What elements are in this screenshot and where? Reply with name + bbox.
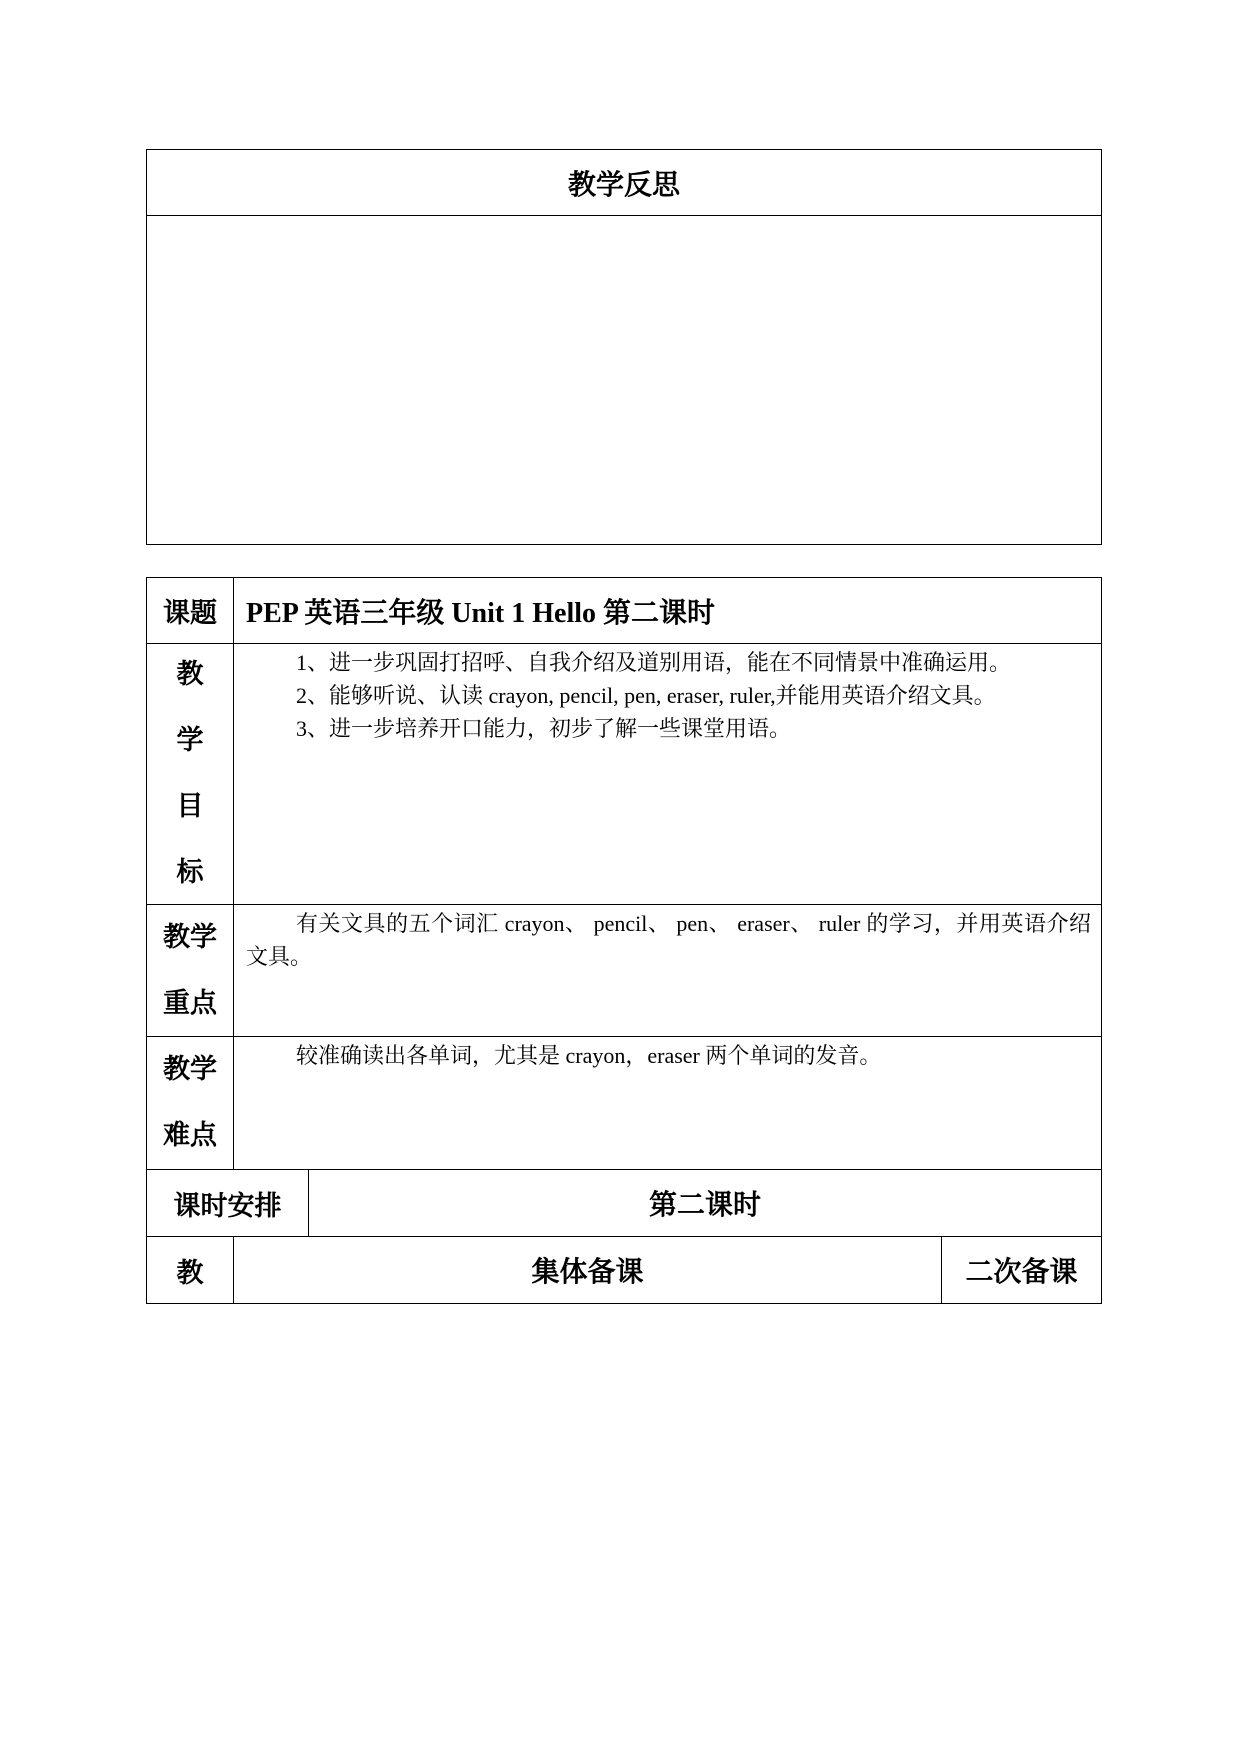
difficulties-cell <box>234 1037 1101 1169</box>
key-points-cell <box>234 905 1101 1036</box>
difficulties-text: 较准确读出各单词，尤其是 crayon，eraser 两个单词的发音。 <box>296 1043 882 1068</box>
difficulties-label-line: 难点 <box>163 1120 217 1151</box>
preparation-row <box>147 1237 1101 1303</box>
topic-cell <box>234 578 1101 643</box>
reflection-header: 教学反思 <box>147 150 1101 216</box>
objective-item: 1、进一步巩固打招呼、自我介绍及道别用语，能在不同情景中准确运用。 <box>296 650 1012 675</box>
objective-item: 2、能够听说、认读 crayon, pencil, pen, eraser, ruler,并能用英语介绍文具。 <box>296 683 996 708</box>
schedule-label: 课时安排 <box>147 1170 309 1236</box>
objectives-label-char: 标 <box>176 857 204 888</box>
objective-item: 3、进一步培养开口能力，初步了解一些课堂用语。 <box>296 716 792 741</box>
key-points-text: 有关文具的五个词汇 crayon、 pencil、 pen、 eraser、 ruler 的学习，并用英语介绍文具。 <box>246 911 1091 969</box>
objectives-label-char: 教 <box>176 659 204 690</box>
topic-label: 课题 <box>147 578 234 643</box>
key-points-row <box>147 905 1101 1037</box>
objectives-label-char: 学 <box>176 725 204 756</box>
difficulties-label-line: 教学 <box>163 1054 217 1085</box>
preparation-label: 教 <box>147 1237 234 1303</box>
objectives-label-char: 目 <box>176 791 204 822</box>
objectives-label <box>147 644 234 904</box>
schedule-row <box>147 1170 1101 1237</box>
objectives-cell <box>234 644 1101 904</box>
topic-row <box>147 578 1101 644</box>
difficulties-row <box>147 1037 1101 1170</box>
key-points-label-line: 重点 <box>163 987 217 1019</box>
topic-text: PEP 英语三年级 Unit 1 Hello 第二课时 <box>246 597 716 629</box>
objectives-row <box>147 644 1101 905</box>
lesson-plan-table <box>146 577 1102 1304</box>
key-points-label-line: 教学 <box>163 921 217 953</box>
group-preparation-header: 集体备课 <box>234 1237 942 1303</box>
key-points-label <box>147 905 234 1036</box>
difficulties-label <box>147 1037 234 1169</box>
second-preparation-header: 二次备课 <box>965 1255 1078 1288</box>
reflection-table <box>146 149 1102 545</box>
schedule-value: 第二课时 <box>648 1188 761 1221</box>
